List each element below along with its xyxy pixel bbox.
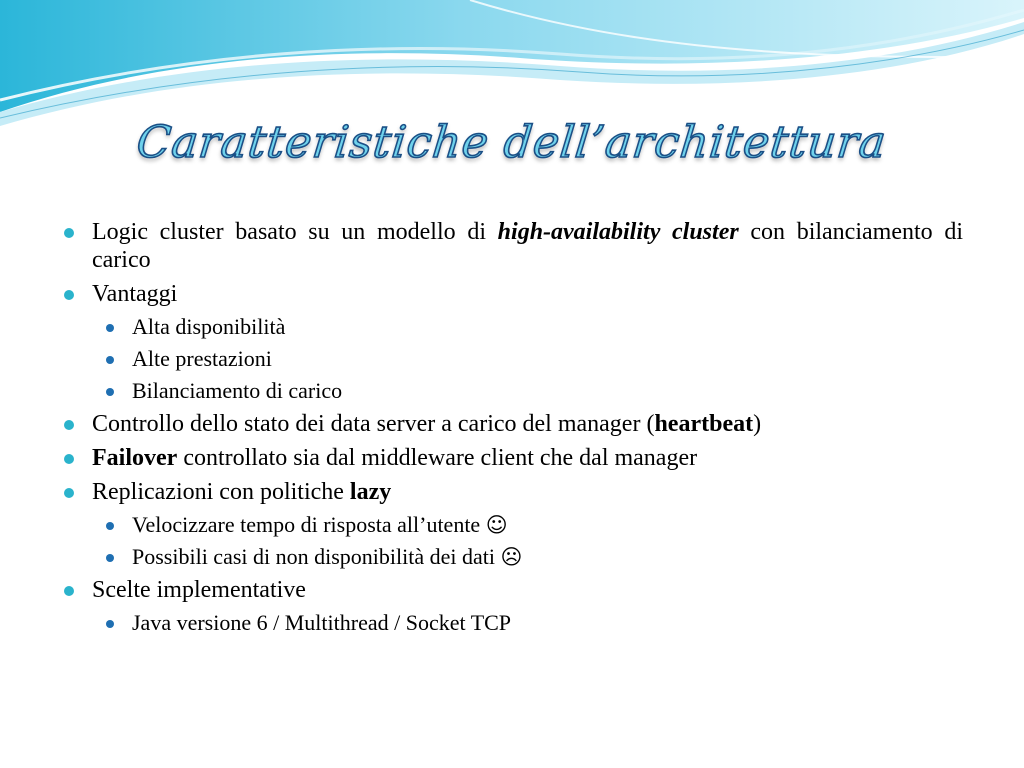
bold-text: Failover — [92, 445, 178, 471]
emphasis-text: high-availability cluster — [497, 219, 739, 245]
bullet-item: Vantaggi Alta disponibilità Alte prestazioni Bilanciamento di carico — [60, 280, 963, 404]
sub-bullet-icon — [106, 620, 114, 628]
sub-bullet-item: Possibili casi di non disponibilità dei dati ☹ — [100, 544, 963, 570]
bullet-icon — [64, 586, 74, 596]
bullet-item: Logic cluster basato su un modello di high-availability cluster con bilanciamento di carico — [60, 218, 963, 274]
bullet-icon — [64, 228, 74, 238]
bullet-item: Controllo dello stato dei data server a carico del manager (heartbeat) — [60, 410, 963, 438]
sub-bullet-list — [100, 512, 963, 570]
bullet-item: Scelte implementative Java versione 6 / Multithread / Socket TCP — [60, 576, 963, 636]
bullet-item: Failover controllato sia dal middleware client che dal manager — [60, 444, 963, 472]
sub-bullet-icon — [106, 522, 114, 530]
bullet-icon — [64, 454, 74, 464]
sad-face-icon: ☹ — [500, 545, 523, 569]
sub-bullet-icon — [106, 388, 114, 396]
title-area — [0, 108, 1024, 188]
slide-body — [60, 218, 963, 642]
bullet-icon — [64, 420, 74, 430]
slide-title: Caratteristiche dell’architettura — [134, 117, 890, 168]
smiley-face-icon: ☺ — [485, 513, 508, 537]
sub-bullet-list — [100, 314, 963, 404]
sub-bullet-item: Velocizzare tempo di risposta all’utente ☺ — [100, 512, 963, 538]
sub-bullet-list — [100, 610, 963, 636]
sub-bullet-icon — [106, 356, 114, 364]
sub-bullet-item: Alta disponibilità — [100, 314, 963, 340]
sub-bullet-icon — [106, 554, 114, 562]
bold-text: heartbeat — [654, 411, 754, 437]
bullet-icon — [64, 290, 74, 300]
sub-bullet-item: Bilanciamento di carico — [100, 378, 963, 404]
bullet-list — [60, 218, 963, 636]
sub-bullet-icon — [106, 324, 114, 332]
bold-text: lazy — [349, 479, 392, 505]
bullet-icon — [64, 488, 74, 498]
bullet-item: Replicazioni con politiche lazy Velocizzare tempo di risposta all’utente ☺ Possibili casi di non disponibilità dei dati ☹ — [60, 478, 963, 570]
sub-bullet-item: Java versione 6 / Multithread / Socket TCP — [100, 610, 963, 636]
sub-bullet-item: Alte prestazioni — [100, 346, 963, 372]
